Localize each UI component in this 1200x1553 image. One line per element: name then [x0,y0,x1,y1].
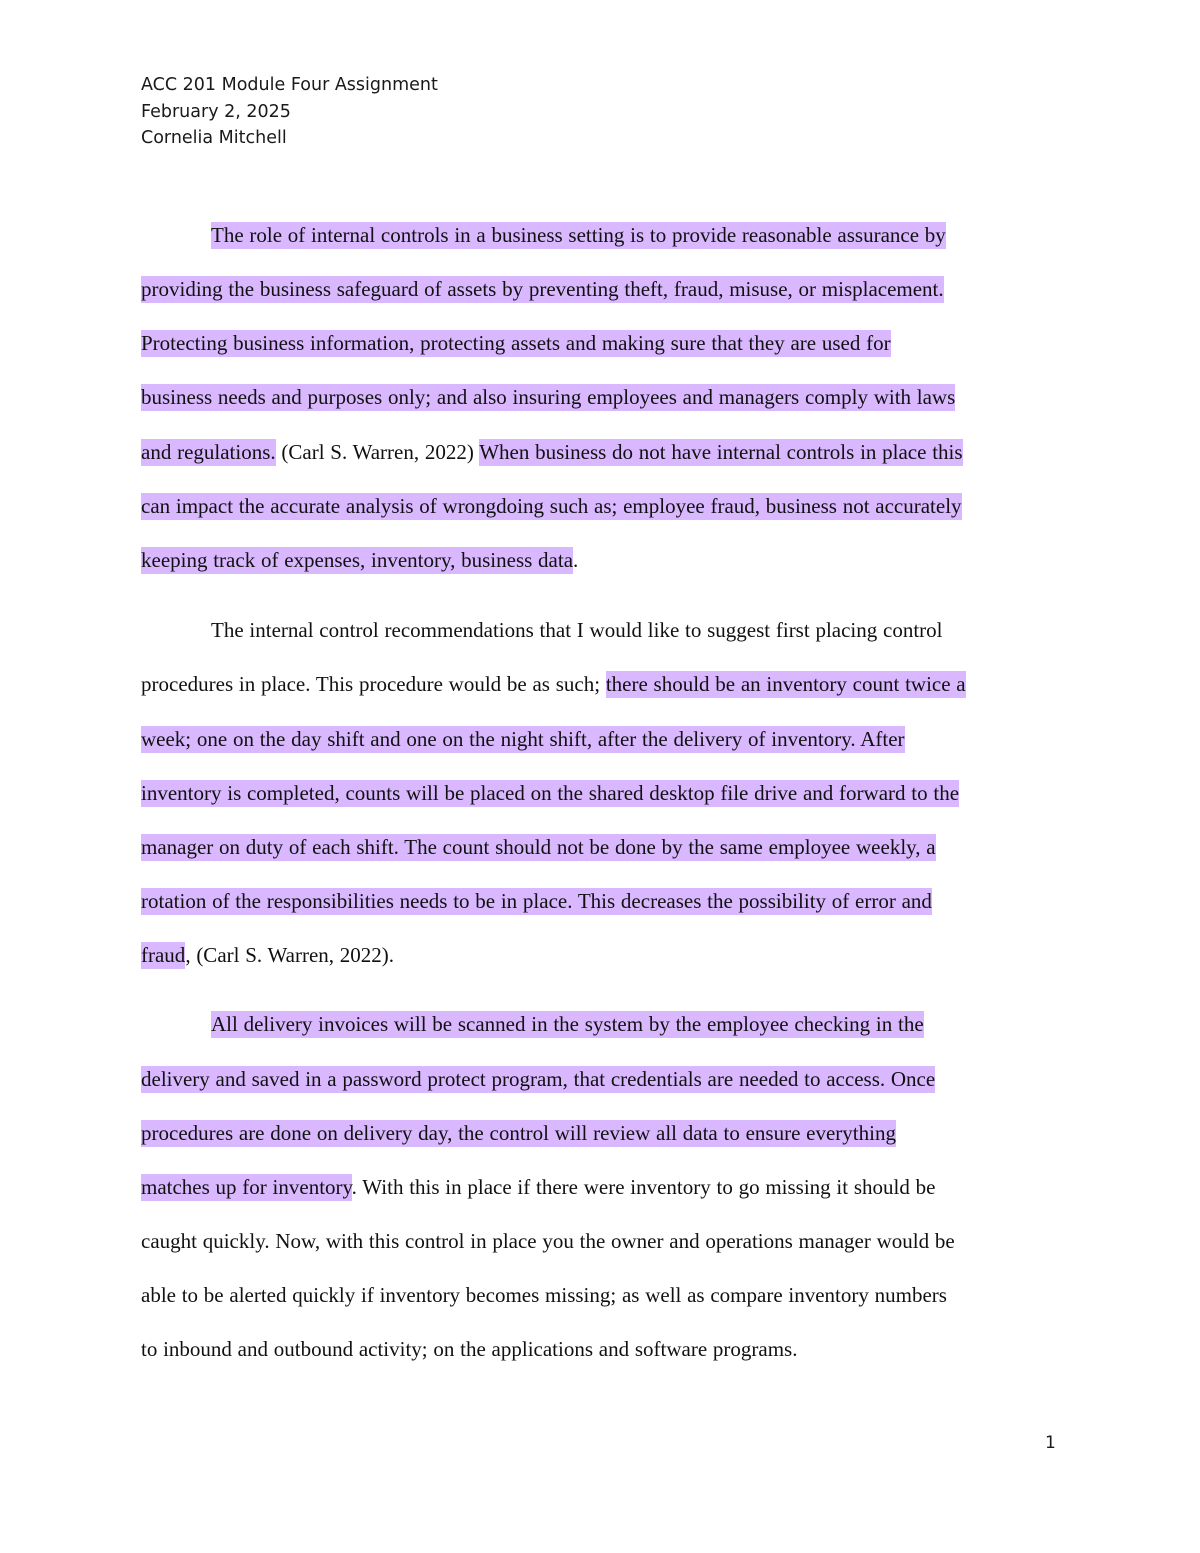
paragraph-2-line-4 [141,780,959,806]
paragraph-2-line-7 [141,942,394,968]
paragraph-1-line-4 [141,384,955,410]
highlighted-text: and regulations. [141,440,276,464]
highlighted-text: there should be an inventory count twice a [605,672,966,696]
page-number: 1 [1045,1433,1056,1453]
paragraph-1-line-3 [141,330,891,356]
body-text: , (Carl S. Warren, 2022). [185,943,395,967]
paragraph-3-line-7 [141,1336,797,1362]
body-text: to inbound and outbound activity; on the applications and software programs. [141,1337,798,1361]
body-text: . [573,548,579,572]
body-text: The internal control recommendations that I would like to suggest first placing control [211,618,943,642]
paragraph-1-line-5 [141,439,963,465]
paragraph-1-line-6 [141,493,962,519]
paragraph-3-line-5 [141,1228,955,1254]
highlighted-text: Protecting business information, protecting assets and making sure that they are used for [141,331,891,355]
highlighted-text: When business do not have internal controls in place this [479,440,963,464]
author-name: Cornelia Mitchell [141,128,287,148]
highlighted-text: keeping track of expenses, inventory, business data [141,548,574,572]
paragraph-3-line-4 [141,1174,935,1200]
paragraph-1-line-7 [141,547,578,573]
body-text: procedures in place. This procedure would be as such; [141,672,606,696]
highlighted-text: can impact the accurate analysis of wrongdoing such as; employee fraud, business not accurately [141,494,962,518]
paragraph-3-line-6 [141,1282,947,1308]
highlighted-text: week; one on the day shift and one on the night shift, after the delivery of inventory. After [141,727,905,751]
paragraph-2-line-3 [141,726,905,752]
paragraph-1-line-1 [211,222,946,248]
paragraph-3-line-1 [211,1011,924,1037]
body-text: able to be alerted quickly if inventory becomes missing; as well as compare inventory numbers [141,1283,947,1307]
highlighted-text: All delivery invoices will be scanned in the system by the employee checking in the [211,1012,924,1036]
paragraph-2-line-6 [141,888,932,914]
highlighted-text: providing the business safeguard of assets by preventing theft, fraud, misuse, or misplacement. [141,277,944,301]
highlighted-text: rotation of the responsibilities needs to be in place. This decreases the possibility of error and [141,889,932,913]
highlighted-text: delivery and saved in a password protect program, that credentials are needed to access. Once [141,1067,936,1091]
document-header [141,72,438,152]
highlighted-text: inventory is completed, counts will be placed on the shared desktop file drive and forward to the [141,781,960,805]
assignment-date: February 2, 2025 [141,101,291,122]
highlighted-text: manager on duty of each shift. The count should not be done by the same employee weekly, a [141,835,936,859]
body-text: . With this in place if there were inventory to go missing it should be [351,1175,936,1199]
highlighted-text: The role of internal controls in a business setting is to provide reasonable assurance by [211,223,946,247]
highlighted-text: procedures are done on delivery day, the control will review all data to ensure everything [141,1121,896,1145]
paragraph-2-line-2 [141,671,966,697]
highlighted-text: fraud [141,943,186,967]
highlighted-text: business needs and purposes only; and also insuring employees and managers comply with laws [141,385,956,409]
course-title: ACC 201 Module Four Assignment [141,75,438,95]
body-text: caught quickly. Now, with this control in place you the owner and operations manager would be [141,1229,955,1253]
paragraph-2-line-5 [141,834,936,860]
paragraph-1-line-2 [141,276,944,302]
paragraph-3-line-2 [141,1066,935,1092]
paragraph-2-line-1 [211,617,942,643]
body-text: (Carl S. Warren, 2022) [275,440,480,464]
paragraph-3-line-3 [141,1120,896,1146]
highlighted-text: matches up for inventory [141,1175,352,1199]
